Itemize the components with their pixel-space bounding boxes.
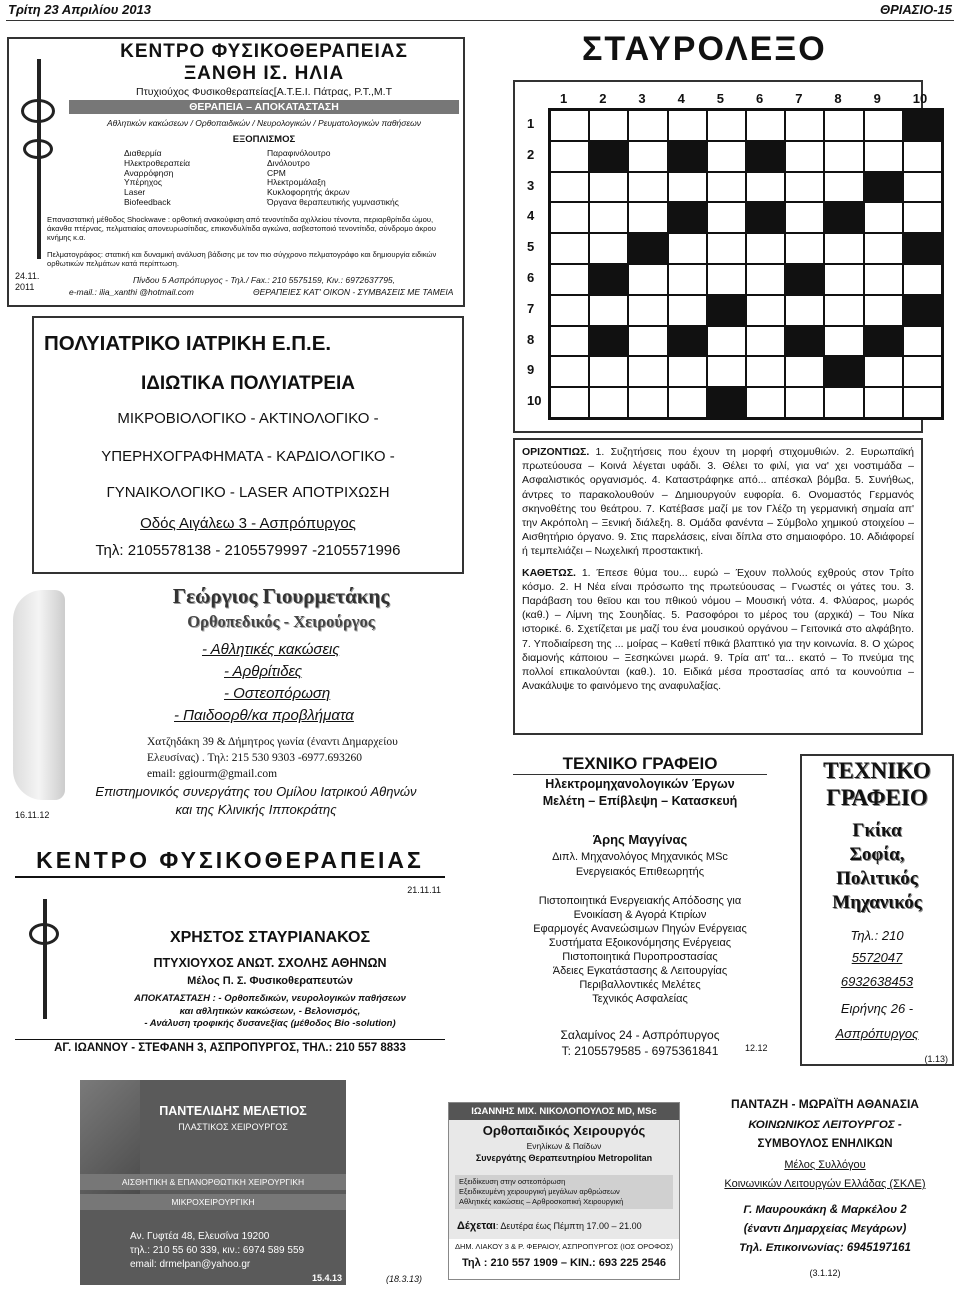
engineer-role: Μηχανικός [832,892,922,913]
crossword-black-cell [903,233,942,264]
ad-title: ΚΕΝΤΡΟ ΦΥΣΙΚΟΘΕΡΑΠΕΙΑΣ [120,41,408,62]
list-item: Ηλεκτροθεραπεία [124,157,191,168]
crossword-cell[interactable] [589,356,628,387]
list-item: Laser [124,187,146,198]
crossword-cell[interactable] [589,387,628,418]
ad-phones: Τηλ: 2105578138 - 2105579997 -2105571996 [95,542,401,559]
member-line: Μέλος Συλλόγου [784,1159,866,1171]
ad-pantazi [696,1092,954,1286]
crossword-cell[interactable] [824,233,863,264]
crossword-title: ΣΤΑΥΡΟΛΕΞΟ [582,30,827,68]
crossword-black-cell [785,264,824,295]
list-item: Διαθερμία [124,148,162,158]
crossword-row [550,233,942,264]
crossword-cell[interactable] [668,172,707,203]
list-item: Υπέρηχος [124,177,162,188]
crossword-cell[interactable] [824,172,863,203]
crossword-black-cell [864,172,903,203]
crossword-cell[interactable] [785,356,824,387]
ad-stamp: 24.11. 2011 [15,271,40,292]
crossword-cell[interactable] [864,387,903,418]
address-line: Ειρήνης 26 - [840,1001,914,1016]
crossword-cell[interactable] [746,233,785,264]
crossword-black-cell [589,326,628,357]
member-line: Κοινωνικών Λειτουργών Ελλάδας (ΣΚΛΕ) [724,1178,926,1190]
crossword-cell[interactable] [785,295,824,326]
crossword-black-cell [903,295,942,326]
crossword-cell[interactable] [707,264,746,295]
horizontal-clues: ΟΡΙΖΟΝΤΙΩΣ. 1. Συζητήσεις που έχουν τη μορφή στιχομυθιών. 2. Ευρωπαϊκή πρωτεύουσα – Κοινά λέγεται υφάδι. 3. Θέλει το φιλί, για να' χει νοστιμάδα – Ασφαλιστικός οργανισμός. 4. Καταστράφηκε από... απέσκαλ βόμβα. 5. Συνήθως, άντρες το παρακολουθούν – Δημιουργούν ευφορία. 6. Ονομαστός Γερμανός σκηνοθέτης του θεάτρου. 7. Κατέβασε μαζί με τον Γλέζο τη γερμανική σημαία απ' την Ακρόπολη – Ξενική διάλεξη. 8. Ομάδα φανέντα – Σύμβολο χημικού στοιχείου – Αισθητήριο όργανο. 9. Στις παρελάσεις, είναι δίπλα στο σημαιοφόρο. 10. Αδιάφορεί ή τεμπελιάζει – Νωχελική προστακτική. [522,446,915,558]
crossword-cell[interactable] [903,202,942,233]
crossword-row-number: 6 [527,270,535,285]
collab-line: Επιστημονικός συνεργάτης του Ομίλου Ιατρικού Αθηνών [95,784,417,799]
crossword-cell[interactable] [550,295,589,326]
crossword-row-number: 10 [527,393,542,409]
crossword-row-number: 3 [527,177,535,193]
contact-block [130,1230,304,1272]
engineer-name: Γκίκα [852,820,902,841]
crossword-col-number: 5 [716,91,725,106]
desc-line: και αθλητικών κακώσεων, - Βελονισμός, [179,1005,361,1017]
engineer-degree: Διπλ. Μηχανολόγος Μηχανικός MSc [552,851,728,863]
doctor-sub: Συνεργάτης Θεραπευτηρίου Metropolitan [475,1153,653,1163]
crossword-cell[interactable] [628,264,667,295]
engineer-role: Πολιτικός [836,868,918,889]
list-item: Συστήματα Εξοικονόμησης Ενέργειας [548,937,732,949]
crossword-cell[interactable] [550,233,589,264]
list-item: Αθλητικές κακώσεις – Αρθροσκοπική Χειρουργική [459,1197,624,1206]
crossword-cell[interactable] [707,110,746,141]
crossword-col-number: 2 [599,91,607,106]
crossword-cell[interactable] [707,202,746,233]
address-block [147,734,398,782]
crossword-row-number: 1 [527,116,535,131]
list-item: Κυκλοφορητής άκρων [267,187,350,198]
ad-physio-ilia [7,37,465,307]
ad-contact: Πίνδου 5 Ασπρόπυργος - Τηλ./ Fax.: 210 5575159, Κιν.: 6972637795, [132,275,396,285]
list-item: Όργανα θεραπευτικής γυμναστικής [267,196,399,207]
crossword-cell[interactable] [785,141,824,172]
crossword-cell[interactable] [707,141,746,172]
crossword-cell[interactable] [550,356,589,387]
doctor-name: Γεώργιος Γιουρμετάκης [172,584,390,608]
crossword-cell[interactable] [903,141,942,172]
crossword-cell[interactable] [550,110,589,141]
ad-meletis [80,1080,346,1285]
doctor-specialty: Ορθοπεδικός - Χειρούργος [187,612,375,631]
therapist-degree: ΠΤΥΧΙΟΥΧΟΣ ΑΝΩΤ. ΣΧΟΛΗΣ ΑΘΗΝΩΝ [153,956,387,970]
ad-title: ΤΕΧΝΙΚΟ ΓΡΑΦΕΙΟ [513,754,767,775]
ad-stamp: (1.13) [924,1054,948,1064]
issue-date: Τρίτη 23 Απριλίου 2013 [8,2,152,17]
email-line: email: drmelpan@yahoo.gr [130,1259,251,1270]
ad-nikolopoulos [448,1102,680,1280]
crossword-cell[interactable] [550,141,589,172]
list-item: Δινόλουτρο [267,157,310,168]
crossword-cell[interactable] [903,326,942,357]
list-item: - Παιδοορθ/κα προβλήματα [174,707,354,724]
crossword-black-cell [668,326,707,357]
crossword-cell[interactable] [707,326,746,357]
page-label: ΘΡΙΑΣΙΟ-15 [880,2,952,17]
ad-homecare: ΘΕΡΑΠΕΙΕΣ ΚΑΤ' ΟΙΚΟΝ - ΣΥΜΒΑΣΕΙΣ ΜΕ ΤΑΜΕΙΑ [253,287,454,297]
ad-phone: Τ: 2105579585 - 6975361841 [561,1044,719,1058]
ad-title: ΠΟΛΥΙΑΤΡΙΚΟ ΙΑΤΡΙΚΗ Ε.Π.Ε. [44,332,332,355]
services-block [455,1175,673,1209]
service-bar: ΑΙΣΘΗΤΙΚΗ & ΕΠΑΝΟΡΘΩΤΙΚΗ ΧΕΙΡΟΥΡΓΙΚΗ [80,1174,346,1190]
crossword-cell[interactable] [628,110,667,141]
phone-number: 6932638453 [840,974,914,989]
phone-label: Τηλ.: 210 [850,928,904,943]
crossword-cell[interactable] [864,202,903,233]
ad-stamp: 16.11.12 [15,810,50,820]
ad-giourmetakis [7,580,465,830]
ad-maggina [513,752,767,1063]
ad-degree: Πτυχιούχος Φυσικοθεραπείας[Α.Τ.Ε.Ι. Πάτρας, Ρ.Τ.,Μ.Τ [136,86,392,98]
crossword-cell[interactable] [903,356,942,387]
header-rule [6,20,954,21]
ad-phone: Τηλ : 210 557 1909 – ΚΙΝ.: 693 225 2546 [461,1257,667,1269]
person-name: ΠΑΝΤΑΖΗ - ΜΩΡΑΪΤΗ ΑΘΑΝΑΣΙΑ [731,1097,919,1111]
crossword-cell[interactable] [628,141,667,172]
services-list [513,894,767,1006]
crossword-cell[interactable] [824,326,863,357]
crossword-row [550,202,942,233]
crossword-row-number: 4 [527,208,535,224]
list-item: Εξειδίκευση στην οστεοπόρωση [459,1177,566,1186]
service-bar: ΜΙΚΡΟΧΕΙΡΟΥΡΓΙΚΗ [80,1194,346,1210]
ad-subtitle: ΘΕΡΑΠΕΙΑ – ΑΠΟΚΑΤΑΣΤΑΣΗ [69,100,459,114]
snake-icon-2 [23,139,53,159]
crossword-cell[interactable] [824,387,863,418]
crossword-col-number: 7 [795,91,803,106]
ad-title: ΓΡΑΦΕΙΟ [826,785,928,810]
clues-text: 1. Έπεσε θύμα του... ευρώ – Έχουν πολλούς εχθρούς στον Τρίτο κόσμο. 2. Η Νέα είναι πρόσωπο της πρωτεύουσας – Γνωστές οι γάτες του. 3. Παράβαση του θεϊου και του πθικού νόμου – Μουσική νότα. 4. Φλύαρος, μωρός (καθ.) – Λίμνη της Σουηδίας. 5. Ρασοφόροι το μέρος του (αρχικά) – Του Νίκα ιστορικέ. 6. Σχετίζεται με μαζί του ένα μουσικού οργάνου – Γειτονικά στο αλφάβητο. 7. Υποδιαίρεση της ... μοίρας – Καθετί πθικά βλαπτικό για την κοινωνία. 8. Ο χώρος διαμονής κάποιου – Ξεσηκώνει μωρά. 9. Τρία απ' τα... εκατό – Το πνεύμα της πολλοί επικαλούνται (καθ.). 10. Ειδικά μέσα προστασίας από τα κουνούπια – Ανακάλυψε το φαινόμενο της αναφυλαξίας. [522,566,914,693]
crossword-row [550,141,942,172]
person-role: ΚΟΙΝΩΝΙΚΟΣ ΛΕΙΤΟΥΡΓΟΣ - [748,1119,902,1131]
list-item: Εξειδικευμένη χειρουργική μεγάλων αρθρώσεων [459,1187,620,1196]
list-item: Άδειες Εγκατάστασης & Λειτουργίας [552,965,728,977]
crossword-col-number: 3 [638,91,646,106]
crossword-black-cell [668,141,707,172]
equipment-title: ΕΞΟΠΛΙΣΜΟΣ [232,134,296,145]
snake-icon [21,99,55,123]
crossword-cell[interactable] [864,264,903,295]
person-role: ΣΥΜΒΟΥΛΟΣ ΕΝΗΛΙΚΩΝ [757,1138,893,1150]
ad-stamp: 12.12 [745,1043,768,1053]
crossword-row-number: 5 [527,239,535,255]
engineer-degree: Ενεργειακός Επιθεωρητής [575,866,705,878]
ad-title: ΚΕΝΤΡΟ ΦΥΣΙΚΟΘΕΡΑΠΕΙΑΣ [15,847,445,878]
address-line: Αν. Γυφτέα 48, Ελευσίνα 19200 [130,1231,270,1242]
crossword-cell[interactable] [589,295,628,326]
crossword-cell[interactable] [824,295,863,326]
doctor-name: ΠΑΝΤΕΛΙΔΗΣ ΜΕΛΕΤΙΟΣ [159,1104,307,1118]
clues-label: ΟΡΙΖΟΝΤΙΩΣ [522,446,587,458]
ad-line: ΜΙΚΡΟΒΙΟΛΟΓΙΚΟ - ΑΚΤΙΝΟΛΟΓΙΚΟ - [117,410,379,427]
crossword-black-cell [589,141,628,172]
crossword-cell[interactable] [628,387,667,418]
crossword-cell[interactable] [746,264,785,295]
ad-line: ΓΥΝΑΙΚΟΛΟΓΙΚΟ - LASER ΑΠΟΤΡΙΧΩΣΗ [106,484,390,501]
ad-address: Σαλαμίνος 24 - Ασπρόπυργος [560,1028,720,1042]
caduceus-icon [43,899,63,1019]
crossword-cell[interactable] [668,233,707,264]
crossword-cell[interactable] [903,172,942,203]
crossword-cell[interactable] [550,202,589,233]
equipment-left-list [124,149,190,208]
list-item: Ηλεκτρομάλαξη [267,177,326,188]
crossword-clues [513,438,923,735]
crossword-cell[interactable] [550,172,589,203]
crossword-cell[interactable] [668,356,707,387]
crossword-col-number: 10 [912,91,928,106]
therapist-role: Μέλος Π. Σ. Φυσικοθεραπευτών [187,975,353,987]
list-item: Πιστοποιητικά Πυροπροστασίας [562,951,718,963]
clues-label: ΚΑΘΕΤΩΣ [522,566,573,579]
pelmatografos-text: Πελματογράφος: στατική και δυναμική ανάλυση βάδισης με τον πιο σύγχρονο πελματογράφο και δημιουργία ειδικών ορθωτικών πελμάτων κατά περίπτωση. [47,250,437,268]
list-item: Περιβαλλοντικές Μελέτες [579,979,701,991]
ad-stamp: 15.4.13 [311,1273,342,1283]
crossword-col-number: 9 [873,91,881,106]
list-item: - Αθλητικές κακώσεις [202,641,340,658]
services-list [174,639,354,727]
address-text: Οδός Αιγάλεω 3 - Ασπρόπυργος [140,515,356,532]
crossword-cell[interactable] [785,172,824,203]
crossword-row-number: 9 [527,362,535,378]
crossword-cell[interactable] [864,356,903,387]
crossword-cell[interactable] [746,387,785,418]
list-item: Εφαρμογές Ανανεώσιμων Πηγών Ενέργειας [533,923,747,935]
crossword-col-number: 1 [560,91,568,106]
engineer-name: Σοφία, [849,844,905,865]
crossword-black-cell [668,202,707,233]
crossword-cell[interactable] [589,233,628,264]
ad-gkika [800,754,954,1066]
vertical-clues: ΚΑΘΕΤΩΣ. 1. Έπεσε θύμα του... ευρώ – Έχουν πολλούς εχθρούς στον Τρίτο κόσμο. 2. Η Νέα είναι πρόσωπο της πρωτεύουσας – Γνωστές οι γάτες του. 3. Παράβαση του θεϊου και του πθικού νόμου – Μουσική νότα. 4. Φλύαρος, μωρός (καθ.) – Λίμνη της Σουηδίας. 5. Ρασοφόροι το μέρος του (αρχικά) – Του Νίκα ιστορικέ. 6. Σχετίζεται με μαζί του ένα μουσικού οργάνου – Γειτονικά στο αλφάβητο. 7. Υποδιαίρεση της ... μοίρας – Καθετί πθικά βλαπτικό για την κοινωνία. 8. Ο χώρος διαμονής κάποιου – Ξεσηκώνει μωρά. 9. Τρία απ' τα... εκατό – Το πνεύμα της πολλοί επικαλούνται (καθ.). 10. Ειδικά μέσα προστασίας από τα κουνούπια – Ανακάλυψε το φαινόμενο της αναφυλαξίας. [522,566,914,693]
crossword-cell[interactable] [746,110,785,141]
crossword-grid [548,108,944,420]
crossword-cell[interactable] [864,233,903,264]
crossword-cell[interactable] [746,326,785,357]
bone-image [13,590,65,800]
crossword-black-cell [746,202,785,233]
crossword-cell[interactable] [707,172,746,203]
crossword-cell[interactable] [824,110,863,141]
crossword-black-cell [785,326,824,357]
ad-email: e-mail.: ilia_xanthi @hotmail.com [69,287,194,297]
ad-address: ΑΓ. ΙΩΑΝΝΟΥ - ΣΤΕΦΑΝΗ 3, ΑΣΠΡΟΠΥΡΓΟΣ, ΤΗΛ.: 210 557 8833 [15,1039,445,1054]
desc-line: ΑΠΟΚΑΤΑΣΤΑΣΗ : - Ορθοπεδικών, νευρολογικών παθήσεων [134,993,406,1004]
equipment-right-list [267,149,399,208]
address-line: Ασπρόπυργος [835,1026,919,1041]
crossword-row [550,326,942,357]
crossword-cell[interactable] [550,264,589,295]
list-item: Τεχνικός Ασφαλείας [592,993,688,1005]
crossword-cell[interactable] [864,110,903,141]
crossword-black-cell [707,295,746,326]
hours-label: Δέχεται [457,1220,496,1232]
crossword-row [550,110,942,141]
crossword-black-cell [824,202,863,233]
crossword-cell[interactable] [785,387,824,418]
doctor-role: ΠΛΑΣΤΙΚΟΣ ΧΕΙΡΟΥΡΓΟΣ [178,1122,288,1132]
crossword-cell[interactable] [589,202,628,233]
crossword-cell[interactable] [785,233,824,264]
doctor-name: ΙΩΑΝΝΗΣ ΜΙΧ. ΝΙΚΟΛΟΠΟΥΛΟΣ MD, MSc [449,1103,679,1120]
crossword-cell[interactable] [589,110,628,141]
crossword-cell[interactable] [785,202,824,233]
crossword-black-cell [707,387,746,418]
crossword-row-number: 8 [527,331,535,347]
crossword-cell[interactable] [824,141,863,172]
therapist-name: ΧΡΗΣΤΟΣ ΣΤΑΥΡΙΑΝΑΚΟΣ [169,929,371,946]
crossword-row-number: 2 [527,146,535,162]
phone-line: τηλ.: 210 55 60 339, κιν.: 6974 589 559 [130,1245,305,1256]
email-line: email: ggiourm@gmail.com [147,768,278,780]
list-item: - Αρθρίτιδες [224,663,303,680]
crossword-black-cell [746,141,785,172]
crossword-cell[interactable] [903,387,942,418]
desc-line: - Ανάλυση τροφικής δυσανεξίας (μέθοδος Bio -solution) [144,1018,396,1029]
ad-stamp: 21.11.11 [407,885,441,895]
snake-icon [29,923,59,945]
crossword-cell[interactable] [707,356,746,387]
crossword-cell[interactable] [668,264,707,295]
crossword-cell[interactable] [628,172,667,203]
clues-text: 1. Συζητήσεις που έχουν τη μορφή στιχομυθιών. 2. Ευρωπαϊκή πρωτεύουσα – Κοινά λέγεται υφάδι. 3. Θέλει το φιλί, για να' χει νοστιμάδα – Ασφαλιστικός οργανισμός. 4. Καταστράφηκε από... απέσκαλ βόμβα. 5. Συνήθως, άντρες το παρακολουθούν – Δημιουργούν ευφορία. 6. Ονομαστός Γερμανός σκηνοθέτης του θεάτρου. 7. Κατέβασε μαζί με τον Γλέζο τη γερμανική σημαία απ' την Ακρόπολη – Ξενική διάλεξη. 8. Ομάδα φανέντα – Σύμβολο χημικού στοιχείου – Αισθητήριο όργανο. 9. Στις παρελάσεις, είναι δίπλα στο σημαιοφόρο. 10. Αδιάφορεί ή τεμπελιάζει – Νωχελική προστακτική. [522,446,915,558]
crossword-cell[interactable] [903,264,942,295]
ad-subtitle: Μελέτη – Επίβλεψη – Κατασκευή [542,794,738,808]
ad-polyiatriko [32,316,464,574]
list-item: CPM [267,167,286,178]
crossword-cell[interactable] [864,295,903,326]
ad-title: ΤΕΧΝΙΚΟ [823,758,931,783]
address-line: Χατζηδάκη 39 & Δήμητρος γωνία (έναντι Δημαρχείου [147,736,398,748]
crossword-cell[interactable] [668,387,707,418]
crossword-black-cell [864,326,903,357]
address-line: Γ. Μαυρουκάκη & Μαρκέλου 2 [743,1204,907,1216]
ad-stamp: (18.3.13) [386,1274,423,1284]
crossword-cell[interactable] [668,295,707,326]
crossword-cell[interactable] [707,233,746,264]
crossword-row [550,264,942,295]
crossword-cell[interactable] [668,110,707,141]
hours-text: : Δευτέρα έως Πέμπτη 17.00 – 21.00 [495,1221,642,1231]
ad-stavrianakos [15,843,445,1058]
phone-line: Τηλ. Επικοινωνίας: 6945197161 [739,1242,911,1254]
ad-subtitle: ΙΔΙΩΤΙΚΑ ΠΟΛΥΙΑΤΡΕΙΑ [140,373,356,394]
crossword-row [550,356,942,387]
crossword-row [550,387,942,418]
ad-line: ΥΠΕΡΗΧΟΓΡΑΦΗΜΑΤΑ - ΚΑΡΔΙΟΛΟΓΙΚΟ - [101,448,395,465]
ad-patients: Αθλητικών κακώσεων / Ορθοπαιδικών / Νευρολογικών / Ρευματολογικών παθήσεων [107,118,421,128]
crossword-cell[interactable] [864,141,903,172]
doctor-role: Ορθοπαιδικός Χειρουργός [482,1123,646,1138]
crossword-row [550,172,942,203]
address-line: Ελευσίνας) . Τηλ: 215 530 9303 -6977.693260 [147,752,363,764]
crossword-cell[interactable] [628,295,667,326]
crossword-cell[interactable] [746,295,785,326]
crossword-cell[interactable] [746,172,785,203]
crossword-black-cell [903,110,942,141]
crossword-col-number: 6 [756,91,764,106]
crossword-cell[interactable] [589,172,628,203]
list-item: Αναρρόφηση [124,167,174,178]
ad-subtitle: Ηλεκτρομηχανολογικών Έργων [545,777,735,791]
crossword-black-cell [628,233,667,264]
crossword-black-cell [824,356,863,387]
ad-stamp: (3.1.12) [809,1268,841,1278]
crossword-cell[interactable] [785,110,824,141]
crossword-cell[interactable] [628,326,667,357]
crossword-cell[interactable] [824,264,863,295]
ad-address: ΔΗΜ. ΛΙΑΚΟΥ 3 & Ρ. ΦΕΡΑΙΟΥ, ΑΣΠΡΟΠΥΡΓΟΣ (ΙΟΣ ΟΡΟΦΟΣ) [454,1242,674,1251]
crossword-row-number: 7 [527,300,535,316]
crossword-col-number: 8 [834,91,842,106]
crossword-cell[interactable] [628,356,667,387]
ad-name: ΞΑΝΘΗ ΙΣ. ΗΛΙΑ [183,63,345,84]
list-item: - Οστεοπόρωση [224,685,331,702]
list-item: Παραφινόλουτρο [267,148,331,158]
crossword-black-cell [589,264,628,295]
shockwave-text: Επαναστατική μέθοδος Shockwave : ορθοτική ανακούφιση από τενοντίτιδα αχιλλείου τένοντα, περιαρθρίτιδα ώμου, άκανθα πτέρνας, πελματιαίας απονευρωσίτιδας, επικονδυλίτιδα αγκώνα, ασβεστοποιό τενοντίτιδα, σύνδρομο άκρου κνήμης κ.α. [47,215,436,242]
crossword-cell[interactable] [746,356,785,387]
crossword-cell[interactable] [550,387,589,418]
crossword-row [550,295,942,326]
phone-number: 5572047 [851,950,903,965]
therapist-desc [95,993,445,1031]
address-line: (έναντι Δημαρχείας Μεγάρων) [743,1223,907,1235]
crossword-col-number: 4 [677,91,685,106]
list-item: Biofeedback [124,196,171,207]
hours-line [457,1220,642,1232]
ad-address [34,515,462,532]
engineer-name: Άρης Μαγγίνας [592,832,688,847]
doctor-sub: Ενηλίκων & Παίδων [526,1141,602,1151]
crossword-cell[interactable] [550,326,589,357]
collab-line: και της Κλινικής Ιπποκράτης [175,802,337,817]
list-item: Πιστοποιητικά Ενεργειακής Απόδοσης για Ενοικίαση & Αγορά Κτιρίων [538,895,742,921]
crossword-cell[interactable] [628,202,667,233]
